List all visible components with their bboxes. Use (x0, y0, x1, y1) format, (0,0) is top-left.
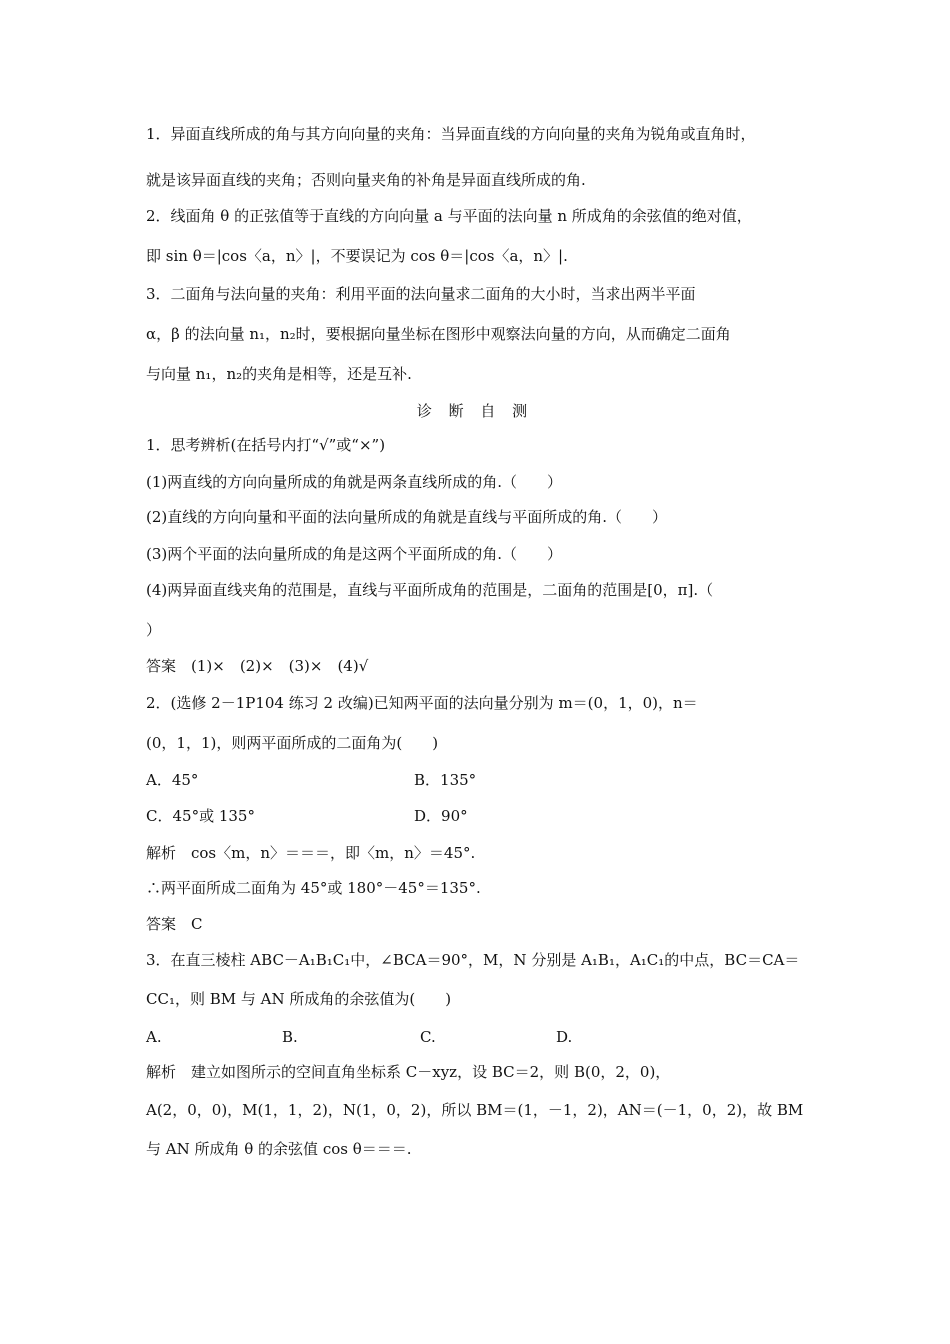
question-1-answer: 答案 (1)× (2)× (3)× (4)√ (146, 657, 369, 675)
question-2-answer: 答案 C (146, 915, 203, 933)
question-3-line-1: 3．在直三棱柱 ABC－A₁B₁C₁中，∠BCA＝90°，M，N 分别是 A₁B₁，A₁C₁的中点，BC＝CA＝ (146, 951, 800, 969)
question-2-analysis-line-1: 解析 cos〈m，n〉＝＝＝，即〈m，n〉＝45°. (146, 844, 476, 862)
paragraph-3-line-1: 3．二面角与法向量的夹角：利用平面的法向量求二面角的大小时，当求出两半平面 (146, 285, 696, 303)
question-3-analysis-line-2: A(2，0，0)，M(1，1，2)，N(1，0，2)，所以 BM＝(1，－1，2)，AN＝(－1，0，2)，故 BM (146, 1101, 804, 1119)
question-2-option-a: A．45° (146, 771, 199, 789)
section-heading: 诊 断 自 测 (416, 402, 534, 420)
paragraph-3-line-2: α，β 的法向量 n₁，n₂时，要根据向量坐标在图形中观察法向量的方向，从而确定二面角 (146, 325, 731, 343)
paragraph-3-line-3: 与向量 n₁，n₂的夹角是相等，还是互补. (146, 365, 412, 383)
question-2-analysis-line-2: ∴两平面所成二面角为 45°或 180°－45°＝135°. (146, 879, 481, 897)
question-2-option-c: C．45°或 135° (146, 807, 255, 825)
question-3-option-a: A. (146, 1028, 162, 1046)
question-2-option-d: D．90° (414, 807, 468, 825)
question-3-option-d: D. (556, 1028, 573, 1046)
question-2-option-b: B．135° (414, 771, 477, 789)
question-3-analysis-line-3: 与 AN 所成角 θ 的余弦值 cos θ＝＝＝. (146, 1140, 412, 1158)
question-1-item-2: (2)直线的方向向量和平面的法向量所成的角就是直线与平面所成的角.（ ） (146, 508, 668, 526)
question-2-line-1: 2．(选修 2－1P104 练习 2 改编)已知两平面的法向量分别为 m＝(0，1，0)，n＝ (146, 694, 698, 712)
question-3-option-c: C. (420, 1028, 436, 1046)
question-3-line-2: CC₁，则 BM 与 AN 所成角的余弦值为( ) (146, 990, 452, 1008)
question-2-line-2: (0，1，1)，则两平面所成的二面角为( ) (146, 734, 439, 752)
question-3-analysis-line-1: 解析 建立如图所示的空间直角坐标系 C－xyz，设 BC＝2，则 B(0，2，0)， (146, 1063, 671, 1081)
question-1-item-3: (3)两个平面的法向量所成的角是这两个平面所成的角.（ ） (146, 545, 563, 563)
question-1-item-4-line-1: (4)两异面直线夹角的范围是，直线与平面所成角的范围是，二面角的范围是[0，π].（ (146, 581, 714, 599)
question-3-option-b: B. (282, 1028, 298, 1046)
question-1-title: 1．思考辨析(在括号内打“√”或“×”) (146, 436, 386, 454)
question-1-item-4-line-2: ） (146, 621, 162, 639)
paragraph-1-line-1: 1．异面直线所成的角与其方向向量的夹角：当异面直线的方向向量的夹角为锐角或直角时， (146, 125, 756, 143)
paragraph-1-line-2: 就是该异面直线的夹角；否则向量夹角的补角是异面直线所成的角. (146, 171, 586, 189)
question-1-item-1: (1)两直线的方向向量所成的角就是两条直线所成的角.（ ） (146, 473, 563, 491)
paragraph-2-line-1: 2．线面角 θ 的正弦值等于直线的方向向量 a 与平面的法向量 n 所成角的余弦值的绝对值， (146, 207, 752, 225)
paragraph-2-line-2: 即 sin θ＝|cos〈a，n〉|，不要误记为 cos θ＝|cos〈a，n〉|. (146, 247, 568, 265)
